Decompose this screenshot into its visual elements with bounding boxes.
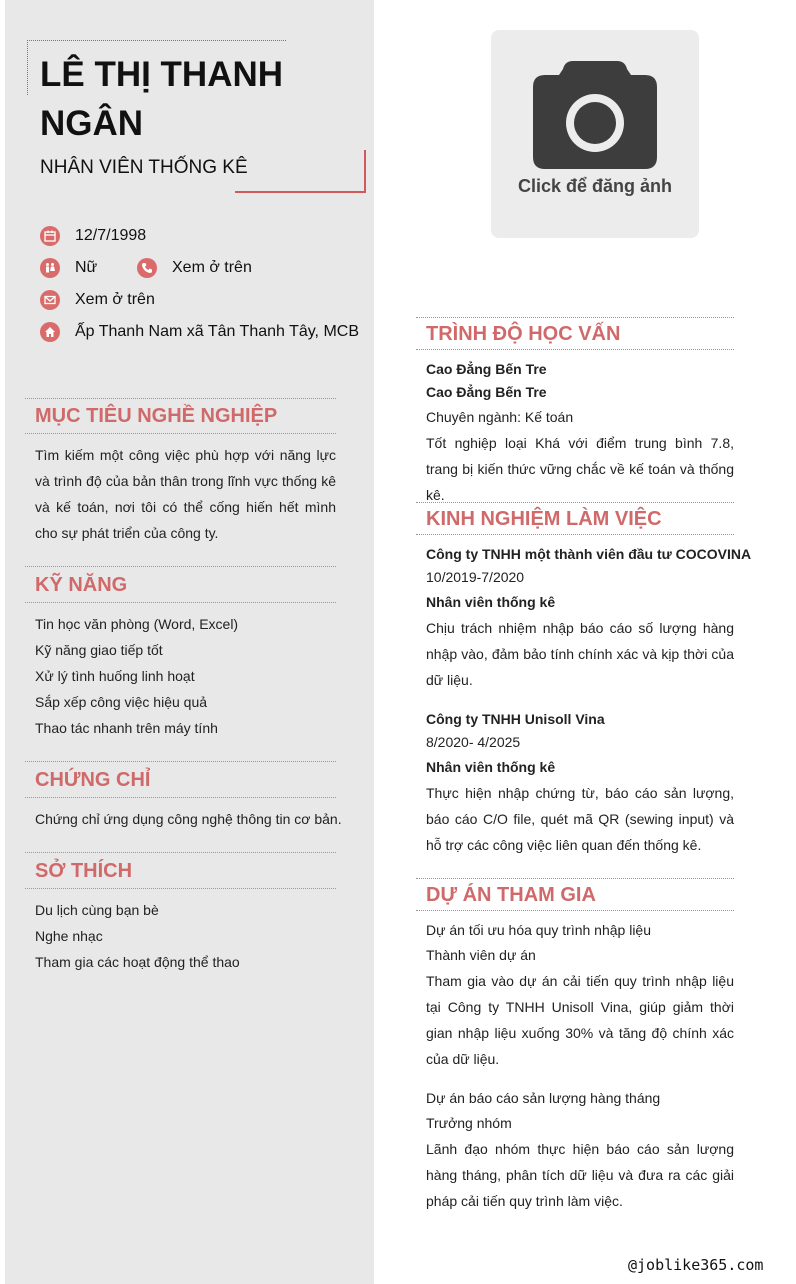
objective-heading: MỤC TIÊU NGHỀ NGHIỆP bbox=[35, 405, 278, 427]
gender-icon bbox=[40, 258, 60, 278]
section-divider bbox=[25, 888, 336, 889]
skill-item: Tin học văn phòng (Word, Excel) bbox=[35, 616, 239, 632]
home-icon bbox=[40, 322, 60, 342]
education-heading: TRÌNH ĐỘ HỌC VẤN bbox=[426, 323, 621, 345]
watermark: @joblike365.com bbox=[628, 1256, 764, 1274]
job-position: Nhân viên thống kê bbox=[426, 759, 556, 775]
photo-upload-label: Click để đăng ảnh bbox=[517, 176, 673, 196]
section-divider bbox=[416, 349, 734, 350]
birthday: 12/7/1998 bbox=[75, 227, 147, 244]
project-name: Dự án báo cáo sản lượng hàng tháng bbox=[426, 1090, 661, 1106]
section-divider bbox=[416, 534, 734, 535]
title-accent-underline bbox=[235, 191, 366, 193]
education-school: Cao Đẳng Bến Tre bbox=[426, 361, 547, 377]
projects-heading: DỰ ÁN THAM GIA bbox=[426, 884, 596, 906]
section-divider bbox=[25, 566, 336, 567]
section-divider bbox=[416, 317, 734, 318]
full-name: LÊ THỊ THANH NGÂN bbox=[40, 55, 284, 143]
job-description: Chịu trách nhiệm nhập báo cáo số lượng hàng nhập vào, đảm bảo tính chính xác và kịp thời của dữ liệu. bbox=[426, 620, 734, 688]
section-divider bbox=[416, 502, 734, 503]
skill-item: Kỹ năng giao tiếp tốt bbox=[35, 642, 163, 658]
photo-upload[interactable] bbox=[491, 30, 699, 238]
section-divider bbox=[416, 878, 734, 879]
project-description: Lãnh đạo nhóm thực hiện báo cáo sản lượng hàng tháng, phân tích dữ liệu và đưa ra các giải pháp cải tiến quy trình làm việc. bbox=[426, 1141, 734, 1209]
hobby-item: Du lịch cùng bạn bè bbox=[35, 902, 159, 918]
section-divider bbox=[25, 761, 336, 762]
skill-item: Thao tác nhanh trên máy tính bbox=[35, 720, 218, 736]
section-divider bbox=[25, 797, 336, 798]
job-company: Công ty TNHH một thành viên đầu tư COCOVINA bbox=[426, 546, 752, 562]
section-divider bbox=[25, 398, 336, 399]
email-icon bbox=[40, 290, 60, 310]
project-name: Dự án tối ưu hóa quy trình nhập liệu bbox=[426, 922, 651, 938]
gender: Nữ bbox=[75, 259, 98, 276]
hobby-item: Tham gia các hoạt động thể thao bbox=[35, 954, 240, 970]
email: Xem ở trên bbox=[75, 291, 155, 308]
education-major: Chuyên ngành: Kế toán bbox=[426, 409, 574, 425]
skills-heading: KỸ NĂNG bbox=[35, 574, 128, 596]
project-description: Tham gia vào dự án cải tiến quy trình nhập liệu tại Công ty TNHH Unisoll Vina, giúp giảm thời gian nhập liệu xuống 30% và tăng độ chính xác của dữ liệu. bbox=[426, 973, 734, 1067]
education-school-secondary: Cao Đẳng Bến Tre bbox=[426, 384, 547, 400]
certificates-heading: CHỨNG CHỈ bbox=[35, 769, 151, 791]
objective-text: Tìm kiếm một công việc phù hợp với năng lực và trình độ của bản thân trong lĩnh vực thống kê và kế toán, nơi tôi có thể cống hiến hết mình cho sự phát triển của công ty. bbox=[35, 447, 336, 541]
job-company: Công ty TNHH Unisoll Vina bbox=[426, 711, 605, 727]
title-accent-line bbox=[364, 150, 366, 193]
job-position: Nhân viên thống kê bbox=[426, 594, 556, 610]
certificate-item: Chứng chỉ ứng dụng công nghệ thông tin cơ bản. bbox=[35, 811, 342, 827]
phone-icon bbox=[137, 258, 157, 278]
hobbies-heading: SỞ THÍCH bbox=[35, 860, 133, 882]
project-role: Thành viên dự án bbox=[426, 947, 536, 963]
job-description: Thực hiện nhập chứng từ, báo cáo sản lượng, báo cáo C/O file, quét mã QR (sewing input) và hỗ trợ các công việc liên quan đến thống kê. bbox=[426, 785, 734, 853]
education-description: Tốt nghiệp loại Khá với điểm trung bình 7.8, trang bị kiến thức vững chắc về kế toán và thống kê. bbox=[426, 435, 734, 503]
skill-item: Xử lý tình huống linh hoạt bbox=[35, 668, 195, 684]
section-divider bbox=[25, 433, 336, 434]
project-role: Trưởng nhóm bbox=[426, 1115, 512, 1131]
camera-icon bbox=[533, 61, 657, 169]
phone: Xem ở trên bbox=[172, 259, 252, 276]
section-divider bbox=[25, 852, 336, 853]
job-period: 10/2019-7/2020 bbox=[426, 569, 525, 585]
section-divider bbox=[25, 602, 336, 603]
calendar-icon bbox=[40, 226, 60, 246]
experience-heading: KINH NGHIỆM LÀM VIỆC bbox=[426, 508, 662, 530]
job-period: 8/2020- 4/2025 bbox=[426, 734, 521, 750]
section-divider bbox=[416, 910, 734, 911]
job-title: NHÂN VIÊN THỐNG KÊ bbox=[40, 157, 248, 178]
hobby-item: Nghe nhạc bbox=[35, 928, 103, 944]
address: Ấp Thanh Nam xã Tân Thanh Tây, MCB bbox=[75, 323, 359, 340]
skill-item: Sắp xếp công việc hiệu quả bbox=[35, 694, 208, 710]
